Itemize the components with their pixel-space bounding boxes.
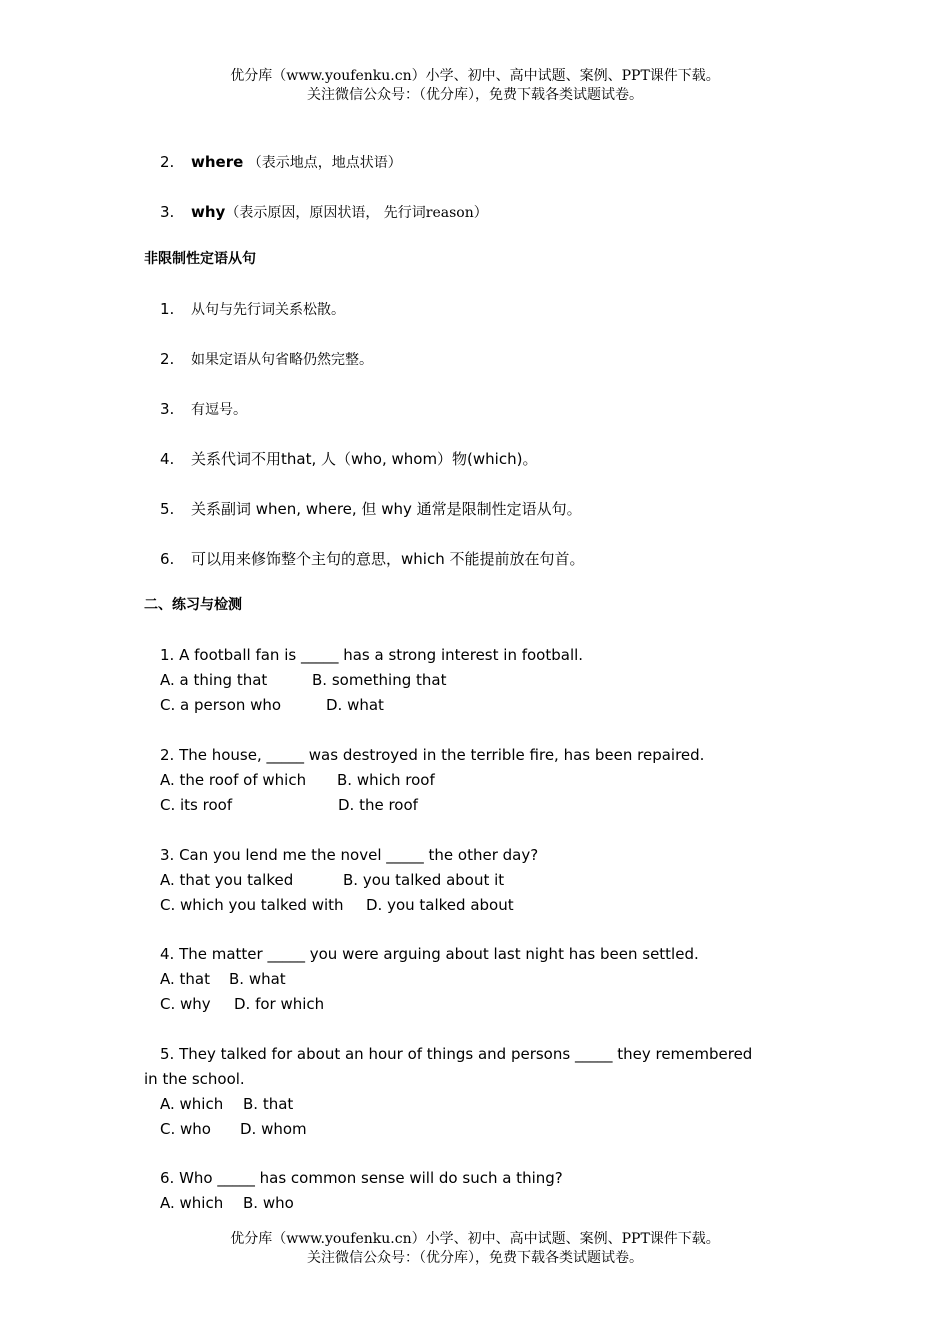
footer-line-2: 关注微信公众号：（优分库），免费下载各类试题试卷。: [307, 1250, 643, 1266]
option-b: B. what: [229, 970, 286, 988]
option-c: C. why: [160, 995, 211, 1013]
page-header: [0, 67, 950, 105]
option-a: A. which: [160, 1095, 224, 1113]
option-c: C. a person who: [160, 696, 282, 714]
list-item: 1. 从句与先行词关系松散。: [160, 300, 345, 318]
option-d: D. you talked about: [366, 896, 514, 914]
list-item: 5. 关系副词 when, where, 但 why 通常是限制性定语从句。: [160, 500, 582, 518]
list-item: 3. 有逗号。: [160, 400, 247, 418]
option-c: C. who: [160, 1120, 211, 1138]
option-a: A. that you talked: [160, 871, 294, 889]
option-a: A. a thing that: [160, 671, 268, 689]
page-footer: [0, 1230, 950, 1268]
footer-line-1: 优分库（www.youfenku.cn）小学、初中、高中试题、案例、PPT课件下载。: [230, 1231, 720, 1247]
question-stem: 1. A football fan is _____ has a strong interest in football.: [160, 646, 584, 664]
option-b: B. you talked about it: [343, 871, 505, 889]
list-item: 2. 如果定语从句省略仍然完整。: [160, 350, 373, 368]
option-b: B. who: [243, 1194, 294, 1212]
option-c: C. which you talked with: [160, 896, 344, 914]
option-d: D. the roof: [338, 796, 418, 814]
keyword-why: why: [191, 203, 226, 221]
option-b: B. which roof: [337, 771, 435, 789]
option-c: C. its roof: [160, 796, 233, 814]
section-heading-exercises: 二、练习与检测: [144, 597, 242, 613]
question-stem: 5. They talked for about an hour of things and persons _____ they remembered: [160, 1045, 753, 1063]
question-stem: 4. The matter _____ you were arguing about last night has been settled.: [160, 945, 699, 963]
option-a: A. which: [160, 1194, 224, 1212]
question-stem-continuation: in the school.: [144, 1070, 245, 1088]
option-d: D. what: [326, 696, 384, 714]
question-stem: 2. The house, _____ was destroyed in the terrible fire, has been repaired.: [160, 746, 705, 764]
list-item: 4. 关系代词不用that, 人（who, whom）物(which)。: [160, 450, 538, 468]
question-stem: 3. Can you lend me the novel _____ the other day?: [160, 846, 539, 864]
header-line-1: 优分库（www.youfenku.cn）小学、初中、高中试题、案例、PPT课件下载。: [230, 68, 720, 84]
question-stem: 6. Who _____ has common sense will do such a thing?: [160, 1169, 563, 1187]
option-d: D. for which: [234, 995, 325, 1013]
option-a: A. that: [160, 970, 210, 988]
list-item: 3. why（表示原因，原因状语， 先行词reason）: [160, 203, 488, 221]
header-line-2: 关注微信公众号：（优分库），免费下载各类试题试卷。: [307, 87, 643, 103]
section-heading-nonrestrictive: 非限制性定语从句: [144, 251, 256, 267]
list-item: 2. where （表示地点，地点状语）: [160, 153, 402, 171]
option-b: B. something that: [312, 671, 447, 689]
option-a: A. the roof of which: [160, 771, 307, 789]
keyword-where: where: [191, 153, 244, 171]
option-d: D. whom: [240, 1120, 307, 1138]
list-item: 6. 可以用来修饰整个主句的意思，which 不能提前放在句首。: [160, 550, 585, 568]
option-b: B. that: [243, 1095, 294, 1113]
